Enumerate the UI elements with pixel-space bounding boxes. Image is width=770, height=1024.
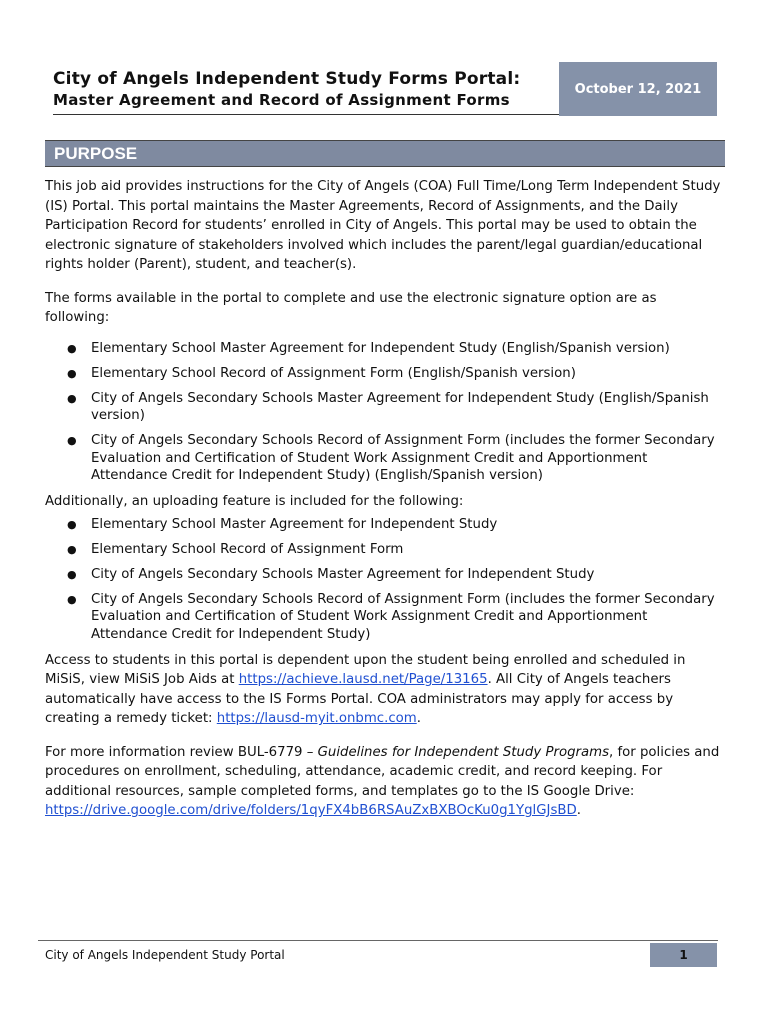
bullet-icon: ●	[67, 366, 77, 380]
upload-intro-paragraph: Additionally, an uploading feature is included for the following:	[45, 494, 464, 509]
intro-paragraph: This job aid provides instructions for the City of Angels (COA) Full Time/Long Term Independent Study (IS) Portal. This portal maintains the Master Agreements, Record of Assignments, and the Daily Participation Record for students’ enrolled in City of Angels. This portal may be used to obtain the electronic signature of stakeholders involved which includes the parent/legal guardian/educational rights holder (Parent), student, and teacher(s).	[45, 179, 721, 272]
bullet-icon: ●	[67, 567, 77, 581]
list-item	[45, 365, 725, 383]
list-item-text: City of Angels Secondary Schools Record of Assignment Form (includes the former Secondary Evaluation and Certification of Student Work Assignment Credit and Apportionment Attendance Credit for Independent Study)	[91, 591, 715, 642]
list-item-text: Elementary School Record of Assignment Form (English/Spanish version)	[91, 365, 576, 381]
list-item	[45, 541, 725, 559]
misis-job-aids-link[interactable]: https://achieve.lausd.net/Page/13165	[238, 672, 488, 687]
remedy-ticket-link[interactable]: https://lausd-myit.onbmc.com	[216, 711, 417, 726]
list-item	[45, 432, 725, 485]
document-title	[53, 68, 553, 110]
date-badge	[559, 62, 717, 116]
info-text-3: .	[576, 803, 581, 818]
document-body	[45, 177, 725, 821]
footer-divider	[38, 940, 718, 941]
list-item	[45, 390, 725, 425]
bullet-icon: ●	[67, 434, 77, 447]
header-divider	[53, 114, 559, 115]
section-heading-bar	[45, 140, 725, 167]
list-item	[45, 566, 725, 584]
date-text: October 12, 2021	[574, 81, 702, 97]
list-item-text: Elementary School Record of Assignment Form	[91, 541, 404, 557]
footer-text: City of Angels Independent Study Portal	[45, 948, 285, 962]
title-line-1: City of Angels Independent Study Forms Portal:	[53, 69, 521, 89]
bullet-icon: ●	[67, 391, 77, 405]
list-item	[45, 340, 725, 358]
bulletin-title: Guidelines for Independent Study Programs	[317, 744, 610, 760]
access-text-3: .	[416, 711, 421, 726]
list-item	[45, 516, 725, 534]
list-item-text: City of Angels Secondary Schools Master Agreement for Independent Study (English/Spanish version)	[91, 390, 709, 423]
forms-list	[45, 340, 725, 485]
info-text-1: For more information review BUL-6779 –	[45, 744, 318, 760]
bullet-icon: ●	[67, 542, 77, 556]
title-line-2: Master Agreement and Record of Assignment Forms	[53, 91, 510, 109]
list-item	[45, 591, 725, 644]
info-text-2: , for policies and procedures on enrollment, scheduling, attendance, academic credit, and record keeping. For additional resources, sample completed forms, and templates go to the IS Google Drive:	[45, 744, 720, 799]
section-heading: PURPOSE	[54, 144, 138, 163]
access-paragraph	[45, 651, 725, 729]
access-text-2: . All City of Angels teachers automatically have access to the IS Forms Portal. COA administrators may apply for access by creating a remedy ticket:	[45, 672, 674, 726]
list-item-text: City of Angels Secondary Schools Master Agreement for Independent Study	[91, 566, 595, 582]
list-item-text: Elementary School Master Agreement for Independent Study	[91, 516, 498, 532]
page-number-badge	[650, 943, 717, 967]
bullet-icon: ●	[67, 592, 77, 606]
bullet-icon: ●	[67, 341, 77, 355]
page-number: 1	[679, 948, 688, 962]
bullet-icon: ●	[67, 517, 77, 531]
list-item-text: City of Angels Secondary Schools Record of Assignment Form (includes the former Secondary Evaluation and Certification of Student Work Assignment Credit and Apportionment Attendance Credit for Independent Study) (English/Spanish version)	[91, 433, 715, 483]
google-drive-link[interactable]: https://drive.google.com/drive/folders/1qyFX4bB6RSAuZxBXBOcKu0g1YglGJsBD	[45, 803, 577, 818]
list-item-text: Elementary School Master Agreement for Independent Study (English/Spanish version)	[91, 340, 670, 356]
forms-intro-paragraph: The forms available in the portal to complete and use the electronic signature option are as following:	[45, 290, 657, 325]
upload-list	[45, 516, 725, 644]
access-text-1: Access to students in this portal is dependent upon the student being enrolled and scheduled in MiSiS, view MiSiS Job Aids at	[45, 652, 686, 687]
info-paragraph	[45, 743, 725, 821]
